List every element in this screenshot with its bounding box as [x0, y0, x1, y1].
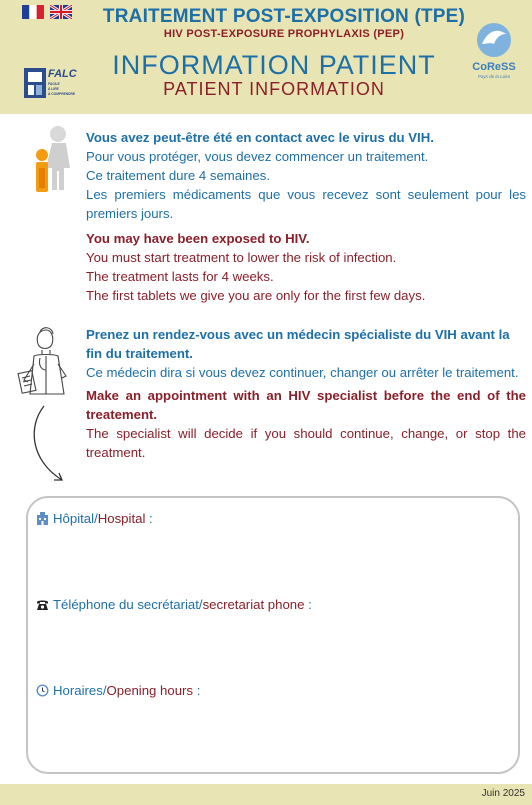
uk-flag-icon[interactable] — [50, 5, 72, 19]
section1-fr-line: Les premiers médicaments que vous recevez sont seulement pour les premiers jours. — [86, 187, 526, 221]
hours-field[interactable] — [36, 683, 200, 698]
colon: : — [145, 511, 153, 526]
colon: : — [304, 597, 312, 612]
telephone-icon — [36, 598, 49, 611]
section1-en-heading: You may have been exposed to HIV. — [86, 231, 310, 246]
svg-text:FACILE: FACILE — [48, 82, 60, 86]
section2-en-heading: Make an appointment with an HIV specialist before the end of the treatement. — [86, 388, 526, 422]
language-flags — [22, 5, 72, 19]
separator: / — [198, 597, 203, 612]
section1-en-line: The treatment lasts for 4 weeks. — [86, 269, 274, 284]
footer-banner — [0, 784, 532, 805]
hours-label-en: Opening hours — [106, 683, 194, 698]
subtitle-en: PATIENT INFORMATION — [163, 79, 385, 99]
hours-label-fr: Horaires — [53, 683, 103, 698]
hospital-icon — [36, 512, 49, 525]
doctor-icon — [16, 324, 78, 404]
section1-fr-line: Ce traitement dure 4 semaines. — [86, 168, 270, 183]
section1-fr-heading: Vous avez peut-être été en contact avec le virus du VIH. — [86, 130, 434, 145]
svg-text:À LIRE: À LIRE — [48, 87, 59, 91]
title-fr: TRAITEMENT POST-EXPOSITION (TPE) — [102, 6, 466, 27]
separator: / — [94, 511, 98, 526]
section2-en-text: The specialist will decide if you should continue, change, or stop the treatment. — [86, 426, 526, 460]
separator: / — [102, 683, 107, 698]
french-flag-icon[interactable] — [22, 5, 44, 19]
svg-text:À COMPRENDRE: À COMPRENDRE — [48, 92, 76, 96]
contact-form-box — [26, 496, 520, 774]
coress-logo — [468, 20, 520, 82]
section1-fr-line: Pour vous protéger, vous devez commencer un traitement. — [86, 149, 429, 164]
section1-en-line: The first tablets we give you are only for the first few days. — [86, 288, 426, 303]
curved-arrow-icon — [28, 402, 68, 488]
info-person-icon — [30, 124, 80, 194]
phone-label-fr: Téléphone du secrétariat — [53, 597, 199, 612]
footer-date: Juin 2025 — [481, 788, 525, 799]
section2-fr-heading: Prenez un rendez-vous avec un médecin spécialiste du VIH avant la fin du traitement. — [86, 327, 510, 361]
subtitle-fr: INFORMATION PATIENT — [112, 50, 436, 80]
section2 — [86, 325, 526, 462]
section1 — [86, 128, 526, 305]
phone-label-en: secretariat phone — [202, 597, 305, 612]
coress-logo-text: CoReSS — [472, 61, 516, 73]
colon: : — [193, 683, 201, 698]
section2-fr-text: Ce médecin dira si vous devez continuer, changer ou arrêter le traitement. — [86, 365, 519, 380]
phone-field[interactable] — [36, 597, 312, 612]
falc-logo-text: FALC — [48, 68, 77, 80]
hospital-label-en: Hospital — [97, 511, 146, 526]
falc-logo — [24, 66, 88, 100]
header-banner — [0, 0, 532, 114]
hospital-label-fr: Hôpital — [53, 511, 95, 526]
title-en: HIV POST-EXPOSURE PROPHYLAXIS (PEP) — [163, 28, 405, 40]
coress-logo-small: Pays de la Loire — [477, 74, 511, 79]
section1-en-line: You must start treatment to lower the risk of infection. — [86, 250, 397, 265]
clock-icon — [36, 684, 49, 697]
hospital-field[interactable] — [36, 511, 153, 526]
